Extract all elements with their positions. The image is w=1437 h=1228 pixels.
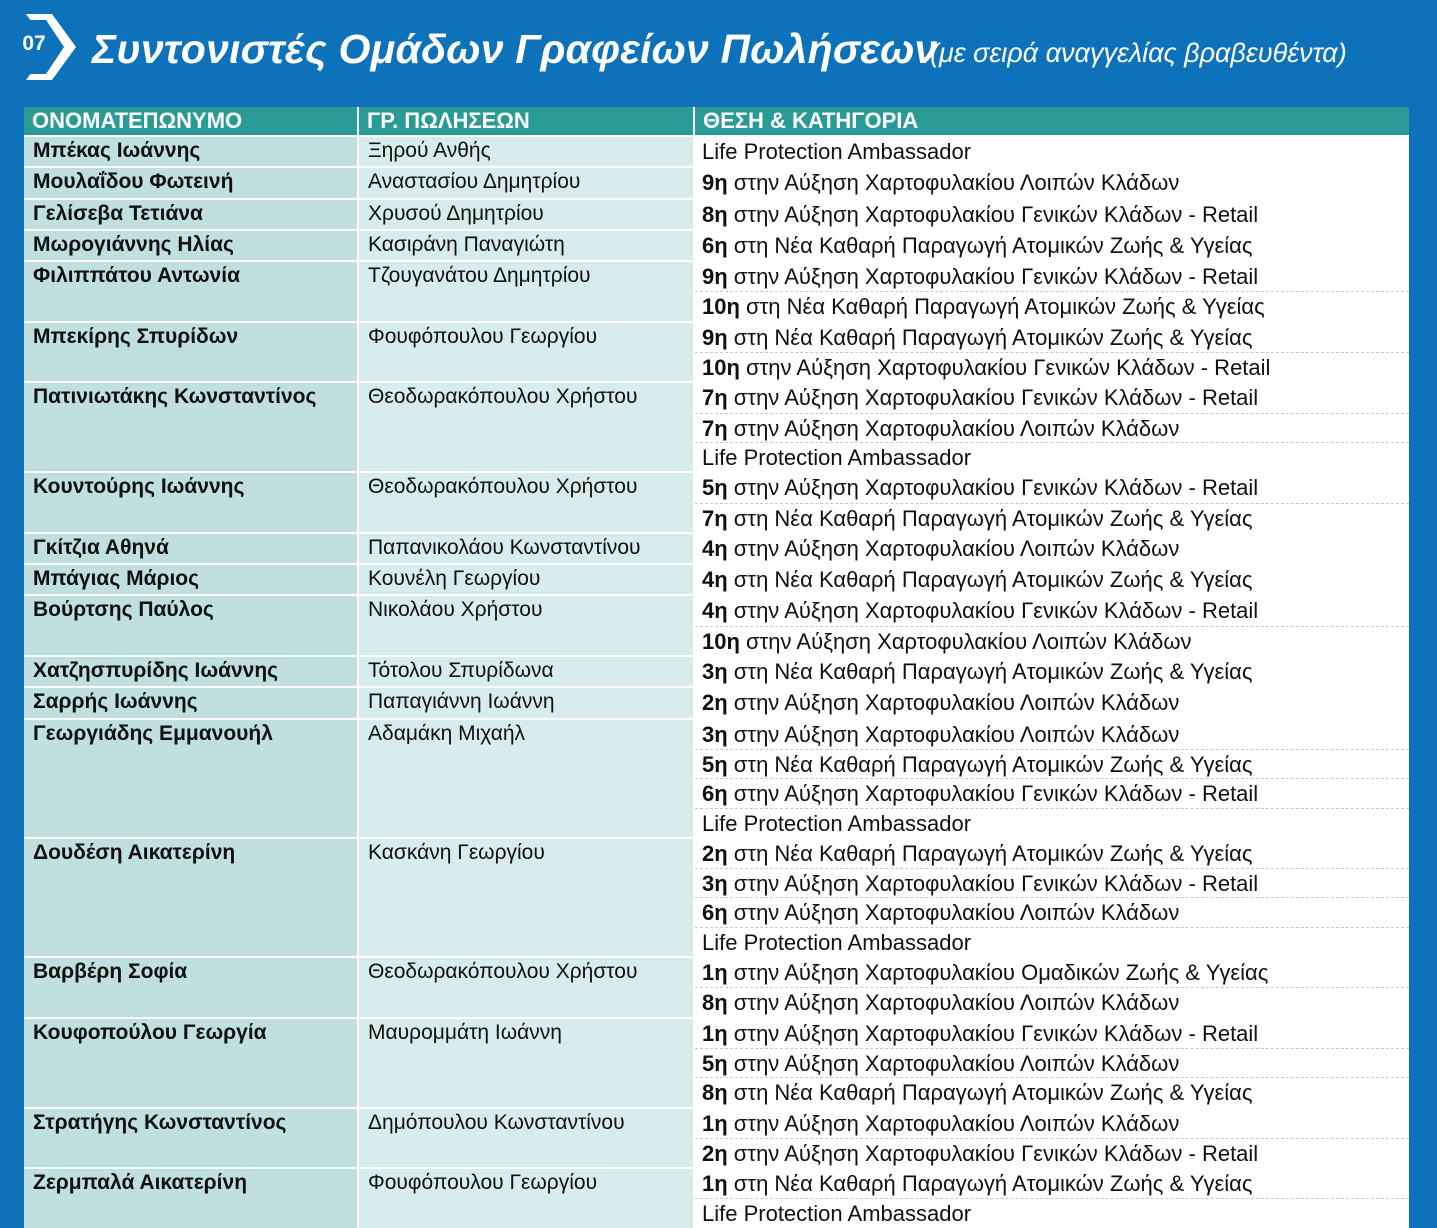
award-category: στην Αύξηση Χαρτοφυλακίου Γενικών Κλάδων - Retail (727, 871, 1259, 897)
award-line (695, 897, 1409, 926)
award-category: στη Νέα Καθαρή Παραγωγή Ατομικών Ζωής & Υγείας (727, 1171, 1253, 1197)
awards-table (24, 107, 1409, 1228)
award-category: στην Αύξηση Χαρτοφυλακίου Γενικών Κλάδων - Retail (727, 475, 1259, 501)
award-rank: 10η (702, 355, 740, 381)
table-row (24, 533, 1409, 564)
award-line (695, 839, 1409, 868)
award-rank: 1η (702, 1020, 728, 1046)
award-category: στη Νέα Καθαρή Παραγωγή Ατομικών Ζωής & Υγείας (739, 294, 1265, 320)
person-name: Γκίτζια Αθηνά (24, 533, 358, 564)
table-row (24, 1018, 1409, 1108)
sales-office: Μαυρομμάτη Ιωάννη (358, 1018, 694, 1108)
position-category-cell (694, 382, 1409, 472)
person-name: Στρατήγης Κωνσταντίνος (24, 1108, 358, 1169)
award-line (695, 657, 1409, 686)
award-line (695, 168, 1409, 197)
position-category-cell (694, 1018, 1409, 1108)
position-category-cell (694, 957, 1409, 1018)
sales-office: Φουφόπουλου Γεωργίου (358, 322, 694, 383)
position-category-cell (694, 322, 1409, 383)
award-line (695, 1169, 1409, 1198)
column-header-position: ΘΕΣΗ & ΚΑΤΗΓΟΡΙΑ (694, 107, 1409, 136)
award-category: στην Αύξηση Χαρτοφυλακίου Λοιπών Κλάδων (727, 690, 1180, 716)
sales-office: Αναστασίου Δημητρίου (358, 167, 694, 198)
award-category: στην Αύξηση Χαρτοφυλακίου Γενικών Κλάδων - Retail (727, 385, 1259, 411)
person-name: Μπάγιας Μάριος (24, 564, 358, 595)
award-line (695, 503, 1409, 532)
table-row (24, 719, 1409, 838)
person-name: Ζερμπαλά Αικατερίνη (24, 1168, 358, 1228)
position-category-cell (694, 230, 1409, 261)
award-category: στην Αύξηση Χαρτοφυλακίου Λοιπών Κλάδων (727, 535, 1180, 561)
award-line (695, 1138, 1409, 1167)
award-category: στη Νέα Καθαρή Παραγωγή Ατομικών Ζωής & Υγείας (727, 751, 1253, 777)
person-name: Μπεκίρης Σπυρίδων (24, 322, 358, 383)
position-category-cell (694, 838, 1409, 957)
table-row (24, 382, 1409, 472)
award-rank: 5η (702, 1050, 728, 1076)
person-name: Κουντούρης Ιωάννης (24, 472, 358, 533)
award-rank: 5η (702, 751, 728, 777)
award-category: στην Αύξηση Χαρτοφυλακίου Λοιπών Κλάδων (727, 1050, 1180, 1076)
award-category: στη Νέα Καθαρή Παραγωγή Ατομικών Ζωής & Υγείας (727, 659, 1253, 685)
award-category: στην Αύξηση Χαρτοφυλακίου Λοιπών Κλάδων (739, 628, 1192, 654)
table-body (24, 136, 1409, 1228)
table-row (24, 564, 1409, 595)
award-rank: 7η (702, 385, 728, 411)
page-subtitle: (με σειρά αναγγελίας βραβευθέντα) (930, 38, 1347, 68)
award-line (695, 1077, 1409, 1106)
award-rank: 4η (702, 535, 728, 561)
table-row (24, 1168, 1409, 1228)
position-category-cell (694, 533, 1409, 564)
award-rank: 8η (702, 990, 728, 1016)
award-line (695, 291, 1409, 320)
award-category: στη Νέα Καθαρή Παραγωγή Ατομικών Ζωής & Υγείας (727, 324, 1253, 350)
award-rank: 2η (702, 690, 728, 716)
award-category: Life Protection Ambassador (702, 139, 972, 164)
sales-office: Τζουγανάτου Δημητρίου (358, 261, 694, 322)
position-category-cell (694, 687, 1409, 718)
award-rank: 10η (702, 294, 740, 320)
award-category: στην Αύξηση Χαρτοφυλακίου Γενικών Κλάδων - Retail (727, 264, 1259, 290)
table-row (24, 199, 1409, 230)
award-line (695, 749, 1409, 778)
table-row (24, 957, 1409, 1018)
award-rank: 1η (702, 1171, 728, 1197)
column-header-name: ΟΝΟΜΑΤΕΠΩΝΥΜΟ (24, 107, 358, 136)
position-category-cell (694, 656, 1409, 687)
table-row (24, 1108, 1409, 1169)
person-name: Σαρρής Ιωάννης (24, 687, 358, 718)
position-category-cell (694, 136, 1409, 167)
sales-office: Θεοδωρακόπουλου Χρήστου (358, 472, 694, 533)
position-category-cell (694, 199, 1409, 230)
section-number: 07 (22, 32, 46, 55)
award-rank: 4η (702, 567, 728, 593)
award-line (695, 987, 1409, 1016)
award-category: στην Αύξηση Χαρτοφυλακίου Λοιπών Κλάδων (727, 1110, 1180, 1136)
award-line (695, 442, 1409, 471)
award-rank: 2η (702, 1140, 728, 1166)
award-line (695, 927, 1409, 956)
award-line (695, 137, 1409, 166)
table-row (24, 656, 1409, 687)
award-rank: 2η (702, 840, 728, 866)
award-line (695, 596, 1409, 625)
sales-office: Φουφόπουλου Γεωργίου (358, 1168, 694, 1228)
table-row (24, 322, 1409, 383)
page-title: Συντονιστές Ομάδων Γραφείων Πωλήσεων (92, 26, 938, 72)
award-category: στην Αύξηση Χαρτοφυλακίου Λοιπών Κλάδων (727, 990, 1180, 1016)
award-line (695, 231, 1409, 260)
sales-office: Χρυσού Δημητρίου (358, 199, 694, 230)
award-category: στην Αύξηση Χαρτοφυλακίου Λοιπών Κλάδων (727, 900, 1180, 926)
award-category: στην Αύξηση Χαρτοφυλακίου Λοιπών Κλάδων (727, 721, 1180, 747)
table-row (24, 687, 1409, 718)
person-name: Κουφοπούλου Γεωργία (24, 1018, 358, 1108)
table-row (24, 838, 1409, 957)
award-line (695, 808, 1409, 837)
position-category-cell (694, 595, 1409, 656)
table-row (24, 261, 1409, 322)
award-line (695, 534, 1409, 563)
person-name: Μουλαΐδου Φωτεινή (24, 167, 358, 198)
person-name: Μπέκας Ιωάννης (24, 136, 358, 167)
award-line (695, 383, 1409, 412)
award-rank: 9η (702, 264, 728, 290)
award-category: στην Αύξηση Χαρτοφυλακίου Γενικών Κλάδων - Retail (727, 1020, 1259, 1046)
award-line (695, 1048, 1409, 1077)
award-line (695, 1109, 1409, 1138)
award-category: στην Αύξηση Χαρτοφυλακίου Γενικών Κλάδων - Retail (727, 781, 1259, 807)
sales-office: Κουνέλη Γεωργίου (358, 564, 694, 595)
position-category-cell (694, 261, 1409, 322)
position-category-cell (694, 167, 1409, 198)
position-category-cell (694, 1168, 1409, 1228)
award-rank: 6η (702, 900, 728, 926)
award-rank: 6η (702, 232, 728, 258)
award-line (695, 868, 1409, 897)
award-category: στην Αύξηση Χαρτοφυλακίου Γενικών Κλάδων - Retail (739, 355, 1271, 381)
award-category: Life Protection Ambassador (702, 929, 972, 955)
sales-office: Αδαμάκη Μιχαήλ (358, 719, 694, 838)
award-rank: 8η (702, 201, 728, 227)
award-rank: 7η (702, 415, 728, 441)
sales-office: Κασκάνη Γεωργίου (358, 838, 694, 957)
award-rank: 4η (702, 598, 728, 624)
table-row (24, 472, 1409, 533)
award-rank: 8η (702, 1080, 728, 1106)
position-category-cell (694, 564, 1409, 595)
award-category: στη Νέα Καθαρή Παραγωγή Ατομικών Ζωής & Υγείας (727, 505, 1253, 531)
award-category: στη Νέα Καθαρή Παραγωγή Ατομικών Ζωής & Υγείας (727, 232, 1253, 258)
award-rank: 1η (702, 1110, 728, 1136)
award-rank: 6η (702, 781, 728, 807)
award-line (695, 473, 1409, 502)
award-rank: 3η (702, 871, 728, 897)
position-category-cell (694, 719, 1409, 838)
award-category: στην Αύξηση Χαρτοφυλακίου Γενικών Κλάδων - Retail (727, 1140, 1259, 1166)
person-name: Χατζησπυρίδης Ιωάννης (24, 656, 358, 687)
award-line (695, 352, 1409, 381)
sales-office: Θεοδωρακόπουλου Χρήστου (358, 957, 694, 1018)
award-line (695, 413, 1409, 442)
table-row (24, 595, 1409, 656)
award-category: στη Νέα Καθαρή Παραγωγή Ατομικών Ζωής & Υγείας (727, 567, 1253, 593)
sales-office: Παπαγιάννη Ιωάννη (358, 687, 694, 718)
award-category: Life Protection Ambassador (702, 810, 972, 836)
sales-office: Θεοδωρακόπουλου Χρήστου (358, 382, 694, 472)
award-category: Life Protection Ambassador (702, 444, 972, 470)
table-row (24, 167, 1409, 198)
person-name: Βούρτσης Παύλος (24, 595, 358, 656)
person-name: Δουδέση Αικατερίνη (24, 838, 358, 957)
award-line (695, 720, 1409, 749)
award-rank: 3η (702, 721, 728, 747)
award-line (695, 323, 1409, 352)
award-rank: 1η (702, 960, 728, 986)
sales-office: Κασιράνη Παναγιώτη (358, 230, 694, 261)
award-category: στην Αύξηση Χαρτοφυλακίου Ομαδικών Ζωής & Υγείας (727, 960, 1269, 986)
award-line (695, 958, 1409, 987)
award-line (695, 1019, 1409, 1048)
award-line (695, 565, 1409, 594)
position-category-cell (694, 472, 1409, 533)
award-rank: 9η (702, 324, 728, 350)
sales-office: Δημόπουλου Κωνσταντίνου (358, 1108, 694, 1169)
award-category: Life Protection Ambassador (702, 1201, 972, 1227)
award-line (695, 626, 1409, 655)
position-category-cell (694, 1108, 1409, 1169)
page-header (0, 0, 1437, 100)
award-rank: 3η (702, 659, 728, 685)
award-category: στην Αύξηση Χαρτοφυλακίου Λοιπών Κλάδων (727, 415, 1180, 441)
award-category: στην Αύξηση Χαρτοφυλακίου Λοιπών Κλάδων (727, 170, 1180, 196)
sales-office: Ξηρού Ανθής (358, 136, 694, 167)
sales-office: Παπανικολάου Κωνσταντίνου (358, 533, 694, 564)
table-row (24, 230, 1409, 261)
column-header-office: ΓΡ. ΠΩΛΗΣΕΩΝ (358, 107, 694, 136)
award-rank: 7η (702, 505, 728, 531)
sales-office: Τότολου Σπυρίδωνα (358, 656, 694, 687)
person-name: Γεωργιάδης Εμμανουήλ (24, 719, 358, 838)
person-name: Πατινιωτάκης Κωνσταντίνος (24, 382, 358, 472)
award-category: στη Νέα Καθαρή Παραγωγή Ατομικών Ζωής & Υγείας (727, 840, 1253, 866)
award-line (695, 262, 1409, 291)
person-name: Βαρβέρη Σοφία (24, 957, 358, 1018)
sales-office: Νικολάου Χρήστου (358, 595, 694, 656)
award-rank: 5η (702, 475, 728, 501)
award-rank: 9η (702, 170, 728, 196)
award-line (695, 1198, 1409, 1227)
person-name: Φιλιππάτου Αντωνία (24, 261, 358, 322)
award-category: στην Αύξηση Χαρτοφυλακίου Γενικών Κλάδων - Retail (727, 201, 1259, 227)
award-category: στην Αύξηση Χαρτοφυλακίου Γενικών Κλάδων - Retail (727, 598, 1259, 624)
award-line (695, 688, 1409, 717)
award-rank: 10η (702, 628, 740, 654)
person-name: Γελίσεβα Τετιάνα (24, 199, 358, 230)
person-name: Μωρογιάννης Ηλίας (24, 230, 358, 261)
award-category: στη Νέα Καθαρή Παραγωγή Ατομικών Ζωής & Υγείας (727, 1080, 1253, 1106)
award-line (695, 200, 1409, 229)
table-row (24, 136, 1409, 167)
table-header-row (24, 107, 1409, 136)
award-line (695, 778, 1409, 807)
